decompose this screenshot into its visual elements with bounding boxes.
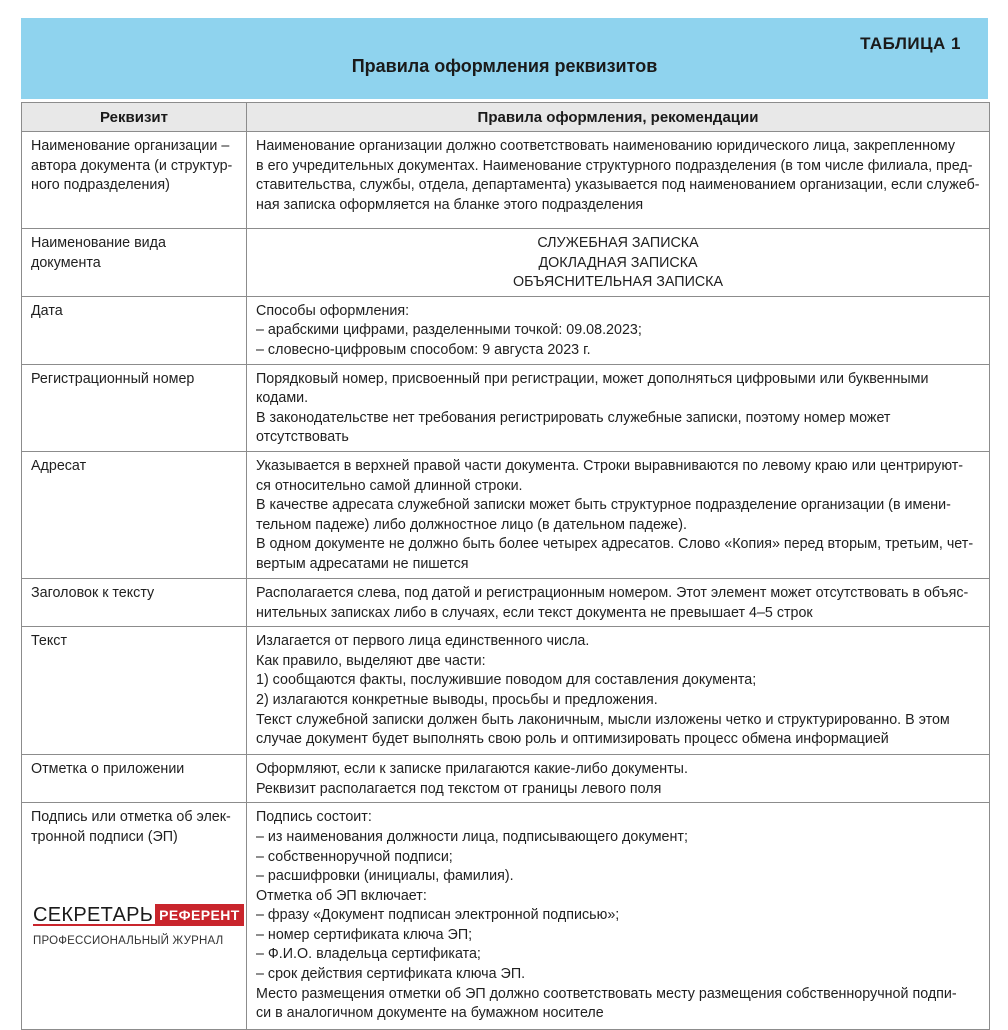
requisite-line: Дата [31, 302, 63, 319]
rules-line: Текст служебной записки должен быть лаконичным, мысли изложены четко и структурированно. В этом [256, 711, 950, 728]
rules-cell [247, 803, 990, 1030]
rules-line: – номер сертификата ключа ЭП; [256, 926, 473, 943]
requisite-cell [22, 132, 247, 229]
rules-line: – срок действия сертификата ключа ЭП. [256, 966, 526, 983]
rules-line: В качестве адресата служебной записки может быть структурное подразделение организации (в имени- [256, 497, 951, 514]
requisite-cell [22, 364, 247, 451]
rules-line: ставительства, службы, отдела, департамента) указывается под наименованием организации, если служеб- [256, 177, 980, 194]
table-header-row [22, 103, 990, 132]
requisite-line: ного подразделения) [31, 177, 170, 194]
requisite-line: тронной подписи (ЭП) [31, 828, 178, 845]
rules-line: си в аналогичном документе на бумажном носителе [256, 1005, 604, 1022]
rules-line: – собственноручной подписи; [256, 848, 453, 865]
requisite-line: автора документа (и структур- [31, 157, 233, 174]
logo-wordmark [33, 904, 240, 926]
rules-line: Реквизит располагается под текстом от границы левого поля [256, 780, 662, 797]
rules-line: Как правило, выделяют две части: [256, 652, 486, 669]
table-row [22, 755, 990, 803]
table-body [22, 132, 990, 1030]
rules-cell [247, 229, 990, 297]
table-row [22, 132, 990, 229]
requisite-line: Регистрационный номер [31, 370, 195, 387]
rules-line: Оформляют, если к записке прилагаются какие-либо документы. [256, 761, 688, 778]
rules-line: Отметка об ЭП включает: [256, 887, 427, 904]
rules-line: – словесно-цифровым способом: 9 августа 2023 г. [256, 341, 591, 358]
requisite-line: Наименование вида документа [31, 235, 166, 271]
rules-cell [247, 627, 990, 755]
rules-line: случае документ будет выполнять свою роль и оптимизировать процесс обмена информацией [256, 731, 889, 748]
rules-line: – расшифровки (инициалы, фамилия). [256, 868, 514, 885]
rules-line: ДОКЛАДНАЯ ЗАПИСКА [538, 254, 698, 271]
rules-cell [247, 578, 990, 626]
requisite-cell [22, 296, 247, 364]
logo-subtitle: ПРОФЕССИОНАЛЬНЫЙ ЖУРНАЛ [33, 935, 224, 947]
rules-line: В одном документе не должно быть более четырех адресатов. Слово «Копия» перед вторым, третьим, чет- [256, 536, 974, 553]
rules-line: Наименование организации должно соответствовать наименованию юридического лица, закрепленному [256, 138, 956, 154]
table-row [22, 451, 990, 578]
rules-line: В законодательстве нет требования регистрировать служебные записки, поэтому номер может отсутствовать [256, 409, 891, 446]
table-title: Правила оформления реквизитов [351, 56, 658, 76]
rules-line: Подпись состоит: [256, 809, 372, 826]
rules-line: Место размещения отметки об ЭП должно соответствовать месту размещения собственноручной подпи- [256, 985, 957, 1002]
logo-main-text: СЕКРЕТАРЬ [33, 904, 154, 926]
requisite-line: Заголовок к тексту [31, 584, 155, 601]
table-row [22, 578, 990, 626]
rules-cell [247, 755, 990, 803]
logo-badge: РЕФЕРЕНТ [155, 904, 244, 926]
requisite-line: Отметка о приложении [31, 761, 185, 778]
requisite-cell [22, 755, 247, 803]
rules-line: Излагается от первого лица единственного числа. [256, 633, 590, 650]
requisite-cell [22, 627, 247, 755]
rules-line: тельном падеже) либо должностное лицо (в дательном падеже). [256, 516, 687, 533]
requisite-line: Наименование организации – [31, 138, 230, 154]
table-row [22, 627, 990, 755]
rules-line: Указывается в верхней правой части документа. Строки выравниваются по левому краю или центрируют- [256, 457, 964, 474]
requisite-line: Подпись или отметка об элек- [31, 809, 231, 826]
rules-line: 2) излагаются конкретные выводы, просьбы и предложения. [256, 691, 658, 708]
publisher-logo [33, 904, 240, 950]
column-header-rules: Правила оформления, рекомендации [247, 103, 990, 132]
rules-cell [247, 296, 990, 364]
rules-line: Располагается слева, под датой и регистрационным номером. Этот элемент может отсутствовать в объяс- [256, 584, 969, 601]
title-banner [21, 18, 988, 99]
rules-cell [247, 364, 990, 451]
requisite-cell [22, 451, 247, 578]
rules-line: нительных записках либо в случаях, если текст документа не превышает 4–5 строк [256, 604, 813, 621]
rules-line: ная записка оформляется на бланке этого подразделения [256, 196, 644, 213]
requisites-table [21, 102, 990, 1030]
table-row [22, 296, 990, 364]
rules-line: в его учредительных документах. Наименование структурного подразделения (в том числе филиала, пред- [256, 157, 973, 174]
table-row [22, 229, 990, 297]
table-row [22, 364, 990, 451]
rules-line: – фразу «Документ подписан электронной подписью»; [256, 907, 620, 924]
rules-line: 1) сообщаются факты, послужившие поводом для составления документа; [256, 672, 757, 689]
rules-line: Порядковый номер, присвоенный при регистрации, может дополняться цифровыми или буквенными кодами. [256, 370, 929, 407]
rules-line: – из наименования должности лица, подписывающего документ; [256, 828, 688, 845]
rules-cell [247, 132, 990, 229]
requisite-line: Текст [31, 633, 67, 650]
rules-line: ся относительно самой длинной строки. [256, 477, 523, 494]
column-header-requisite: Реквизит [22, 103, 247, 132]
requisite-cell [22, 578, 247, 626]
rules-cell [247, 451, 990, 578]
rules-line: СЛУЖЕБНАЯ ЗАПИСКА [537, 235, 699, 251]
requisite-line: Адресат [31, 457, 87, 474]
rules-line: Способы оформления: [256, 302, 410, 319]
rules-line: ОБЪЯСНИТЕЛЬНАЯ ЗАПИСКА [512, 274, 724, 291]
rules-line: вертым адресатами не пишется [256, 555, 469, 572]
table-number: ТАБЛИЦА 1 [860, 34, 961, 53]
requisite-cell [22, 229, 247, 297]
rules-line: – арабскими цифрами, разделенными точкой: 09.08.2023; [256, 322, 642, 339]
rules-line: – Ф.И.О. владельца сертификата; [256, 946, 481, 963]
